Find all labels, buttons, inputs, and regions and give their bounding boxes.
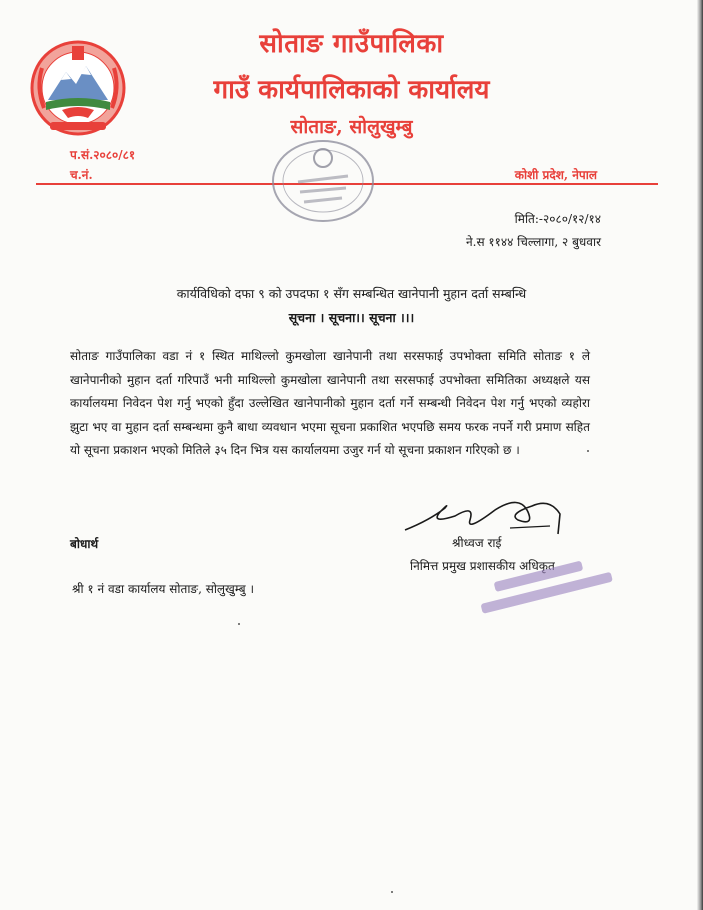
signer-name: श्रीध्वज राई — [452, 536, 502, 550]
scan-speck — [587, 450, 589, 452]
dispatch-number: च.नं. — [70, 168, 93, 182]
subject-line: कार्यविधिको दफा ९ को उपदफा १ सँग सम्बन्धित खानेपानी मुहान दर्ता सम्बन्धि — [176, 286, 527, 301]
cc-recipient: श्री १ नं वडा कार्यालय सोताङ, सोलुखुम्बु । — [72, 582, 254, 596]
handwritten-signature — [400, 490, 580, 540]
municipality-name: सोताङ गाउँपालिका — [259, 29, 444, 59]
scan-speck — [391, 891, 393, 893]
office-seal-icon — [268, 136, 378, 226]
province-label: कोशी प्रदेश, नेपाल — [514, 168, 597, 182]
notice-heading: सूचना । सूचना।। सूचना ।।। — [288, 310, 415, 325]
designation-stamp-icon — [470, 556, 620, 616]
reference-number: प.सं.२०८०/८१ — [70, 148, 136, 162]
notice-body: सोताङ गाउँपालिका वडा नं १ स्थित माथिल्लो कुमखोला खानेपानी तथा सरसफाई उपभोक्ता समिति सोताङ १ ले खानेपानीको मुहान दर्ता गरिपाउँ भनी माथिल्लो कुमखोला खानेपानी तथा सरसफाई उपभोक्ता समितिका अध्यक्षले यस कार्यालयमा निवेदन पेश गर्नु भएको हुँदा उल्लेखित खानेपानीको मुहान दर्ता गर्ने सम्बन्धी निवेदन पेश गर्नु भएको व्यहोरा झुटा भए वा मुहान दर्ता सम्बन्धमा कुनै बाधा व्यवधान भएमा सूचना प्रकाशित भएपछि समय फरक नपर्ने गरी प्रमाण सहित यो सूचना प्रकाशन भएको मितिले ३५ दिन भित्र यस कार्यालयमा उजुर गर्न यो सूचना प्रकाशन गरिएको छ । — [70, 349, 590, 457]
office-name: गाउँ कार्यपालिकाको कार्यालय — [213, 75, 490, 105]
date-line: मिति:-२०८०/१२/१४ — [514, 212, 601, 226]
nepal-sambat-date: ने.स ११४४ चिल्लागा, २ बुधवार — [465, 235, 601, 249]
office-address: सोताङ, सोलुखुम्बु — [290, 116, 413, 138]
scan-speck — [238, 623, 240, 625]
signer-title: निमित्त प्रमुख प्रशासकीय अधिकृत — [410, 559, 555, 573]
bodhartha-label: बोधार्थ — [70, 537, 99, 551]
scan-edge-shadow — [697, 0, 703, 910]
